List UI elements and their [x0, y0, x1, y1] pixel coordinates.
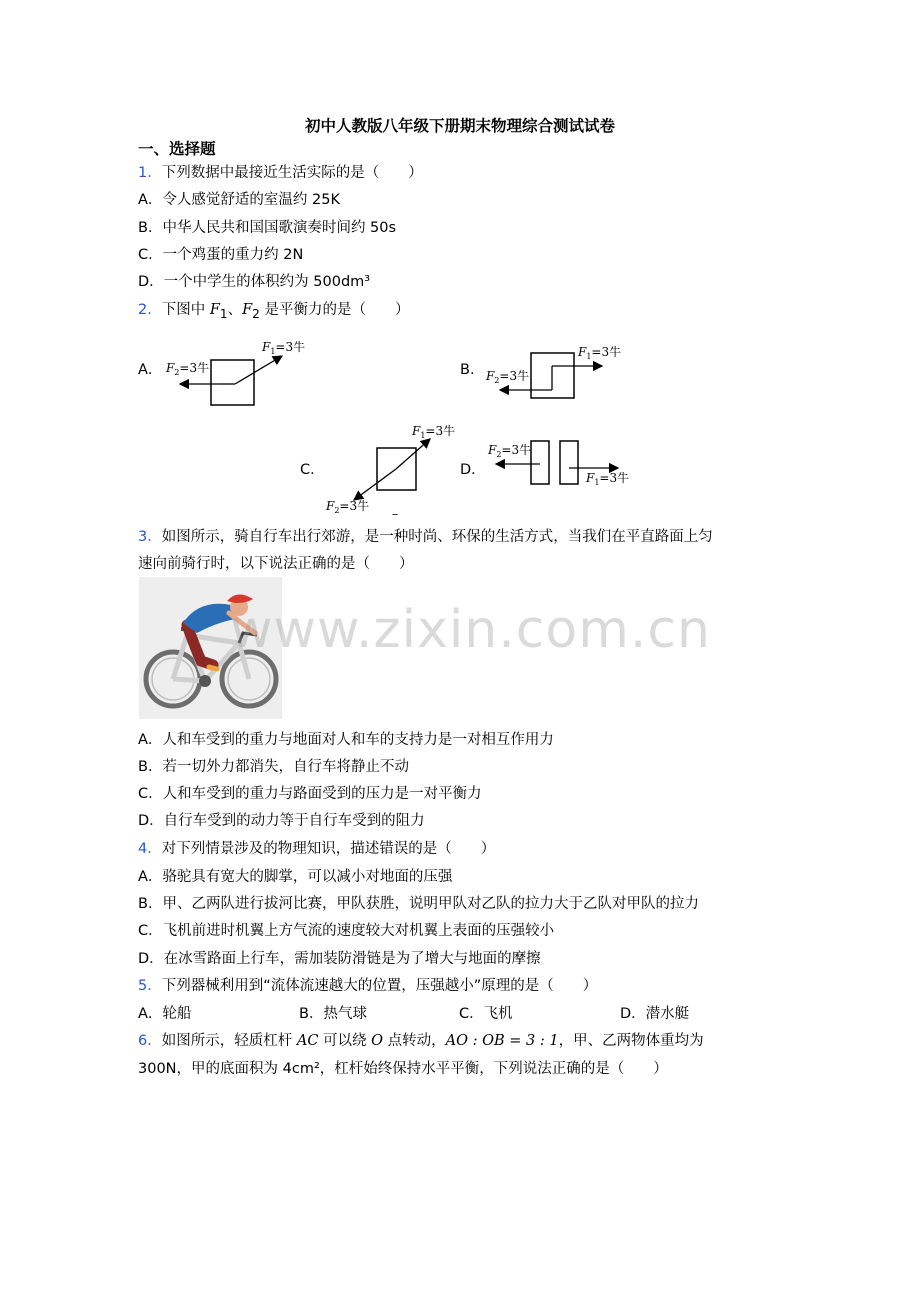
force-diagram-d [482, 432, 642, 498]
q4-option-d: D．在冰雪路面上行车，需加装防滑链是为了增大与地面的摩擦 [138, 951, 541, 967]
question-number: 3． [138, 529, 162, 545]
q3-option-b: B．若一切外力都消失，自行车将静止不动 [138, 759, 409, 775]
question-number: 6． [138, 1033, 162, 1049]
crank [199, 675, 211, 687]
stem-mid1: 可以绕 [318, 1033, 372, 1049]
q3-option-a: A．人和车受到的重力与地面对人和车的支持力是一对相互作用力 [138, 732, 554, 748]
question-6-line-2: 300N，甲的底面积为 4cm²，杠杆始终保持水平平衡，下列说法正确的是（ ） [138, 1061, 668, 1077]
q4-option-c: C．飞机前进时机翼上方气流的速度较大对机翼上表面的压强较小 [138, 923, 555, 939]
stem-mid2: 点转动， [383, 1033, 446, 1049]
lever-ac: AC [296, 1033, 319, 1049]
question-stem: 下列数据中最接近生活实际的是（ ） [161, 165, 423, 181]
q4-option-b: B．甲、乙两队进行拔河比赛，甲队获胜，说明甲队对乙队的拉力大于乙队对甲队的拉力 [138, 896, 699, 912]
pivot-o: O [371, 1033, 384, 1049]
question-stem: 对下列情景涉及的物理知识，描述错误的是（ ） [161, 841, 496, 857]
box [211, 360, 254, 405]
q1-option-b: B．中华人民共和国国歌演奏时间约 50s [138, 220, 397, 236]
ratio-formula: AO : OB = 3 : 1 [445, 1033, 559, 1049]
q5-option-a: A．轮船 [138, 1006, 192, 1022]
watermark: www.zixin.com.cn [230, 600, 711, 660]
rider-shoe [209, 667, 217, 669]
label-f1: $F_1=3$牛 [578, 345, 622, 361]
label-f2: $F_2=3$牛 [488, 443, 532, 459]
q3-option-c: C．人和车受到的重力与路面受到的压力是一对平衡力 [138, 786, 482, 802]
question-1 [138, 161, 423, 182]
box-right [560, 441, 578, 484]
stem-post: ，甲、乙两物体重均为 [558, 1033, 704, 1049]
arrow-f1 [396, 439, 430, 469]
box-left [531, 441, 549, 484]
stem-pre: 下图中 [161, 302, 210, 318]
question-number: 5． [138, 978, 162, 994]
question-6-line-1 [138, 1029, 704, 1050]
label-f2: $F_2=3$牛 [326, 499, 370, 515]
question-number: 4． [138, 841, 162, 857]
question-5 [138, 974, 597, 995]
q5-option-c: C．飞机 [459, 1006, 513, 1022]
q5-option-d: D．潜水艇 [620, 1006, 690, 1022]
f2-symbol: F [242, 302, 253, 318]
q2-label-b: B． [460, 362, 485, 378]
label-f2: $F_2=3$牛 [166, 361, 210, 377]
label-f1: $F_1=3$牛 [262, 340, 306, 356]
question-stem: 下列器械利用到“流体流速越大的位置，压强越小”原理的是（ ） [161, 978, 598, 994]
stem-post: 是平衡力的是（ ） [259, 302, 410, 318]
arrow-f2 [354, 469, 396, 500]
force-diagram-a [160, 336, 320, 412]
force-diagram-c [322, 420, 462, 520]
label-f1: $F_1=3$牛 [586, 471, 630, 487]
question-2 [138, 298, 409, 321]
page-title: 初中人教版八年级下册期末物理综合测试试卷 [304, 116, 615, 135]
question-number: 2． [138, 302, 162, 318]
q2-label-d: D． [460, 462, 486, 478]
stem-pre: 如图所示，轻质杠杆 [161, 1033, 297, 1049]
question-3-line-2: 速向前骑行时，以下说法正确的是（ ） [138, 556, 414, 572]
section-heading: 一、选择题 [138, 139, 216, 158]
label-f1: $F_1=3$牛 [412, 424, 456, 440]
stem-mid: 、 [227, 302, 243, 318]
q4-option-a: A．骆驼具有宽大的脚掌，可以减小对地面的压强 [138, 869, 453, 885]
q1-option-c: C．一个鸡蛋的重力约 2N [138, 247, 304, 263]
question-number: 1． [138, 165, 162, 181]
q5-option-b: B．热气球 [299, 1006, 367, 1022]
question-stem: 如图所示，骑自行车出行郊游，是一种时尚、环保的生活方式，当我们在平直路面上匀 [161, 529, 713, 545]
question-4 [138, 837, 495, 858]
dash-mark: – [392, 507, 398, 520]
q1-option-a: A．令人感觉舒适的室温约 25K [138, 192, 340, 208]
f2-sub: 2 [252, 306, 260, 321]
f1-symbol: F [209, 302, 220, 318]
q1-option-d: D．一个中学生的体积约为 500dm³ [138, 274, 371, 290]
q2-label-c: C． [300, 462, 325, 478]
label-f2: $F_2=3$牛 [486, 369, 530, 385]
force-diagram-b [482, 336, 642, 412]
q2-label-a: A． [138, 362, 163, 378]
q3-option-d: D．自行车受到的动力等于自行车受到的阻力 [138, 813, 425, 829]
question-3-line-1 [138, 525, 713, 546]
f1-sub: 1 [219, 306, 228, 321]
